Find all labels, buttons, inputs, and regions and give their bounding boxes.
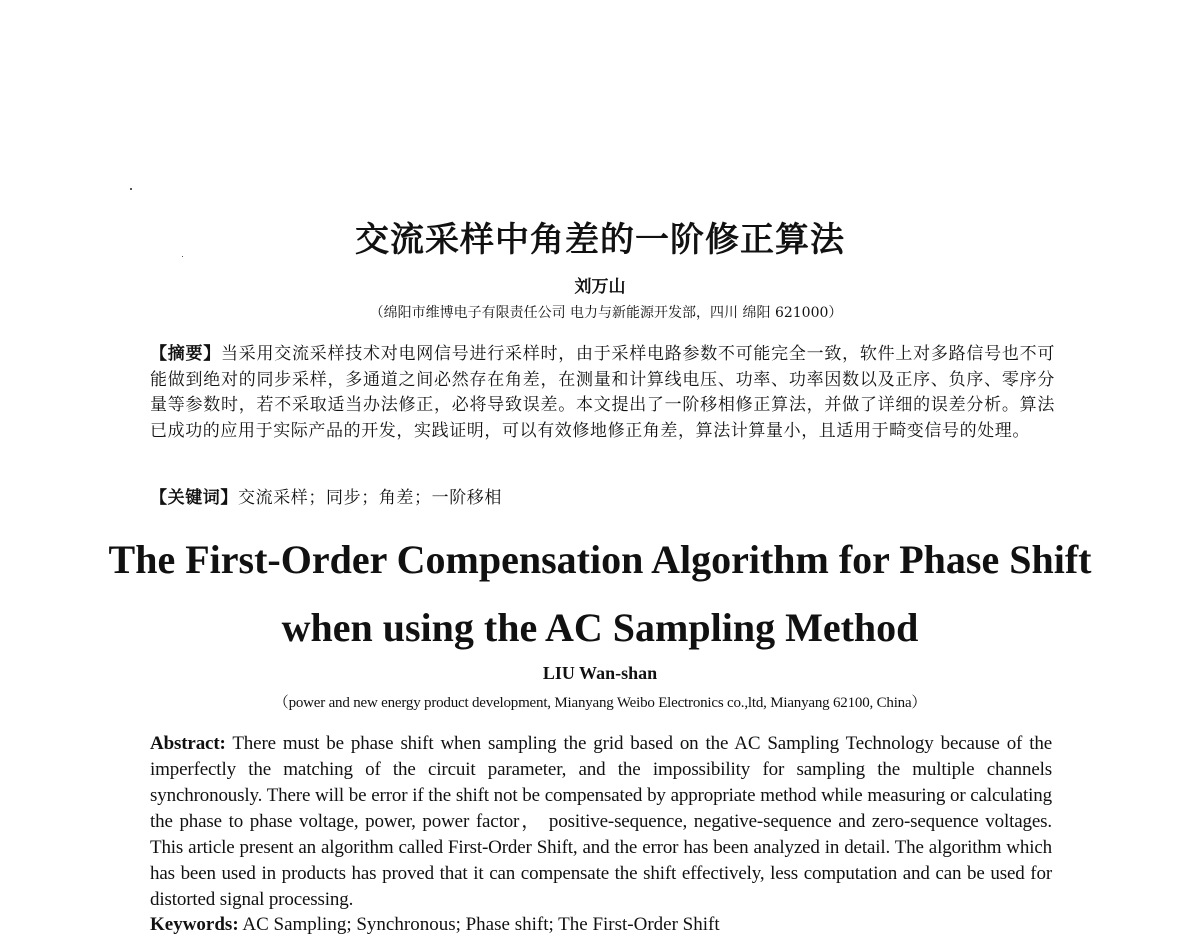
scan-speck [130, 188, 132, 190]
english-abstract-label: Abstract: [150, 733, 226, 754]
chinese-abstract [150, 342, 1055, 444]
chinese-keywords-label: 【关键词】 [150, 488, 238, 508]
chinese-keywords-text: 交流采样；同步；角差；一阶移相 [238, 488, 502, 508]
english-abstract [150, 731, 1052, 913]
english-title-line-1: The First-Order Compensation Algorithm for Phase Shift [108, 537, 1092, 582]
english-keywords-text: AC Sampling; Synchronous; Phase shift; The First-Order Shift [238, 914, 720, 935]
english-author: LIU Wan-shan [542, 663, 658, 683]
chinese-abstract-text: 当采用交流采样技术对电网信号进行采样时，由于采样电路参数不可能完全一致，软件上对多路信号也不可能做到绝对的同步采样，多通道之间必然存在角差，在测量和计算线电压、功率、功率因数以及正序、负序、零序分量等参数时，若不采取适当办法修正，必将导致误差。本文提出了一阶移相修正算法，并做了详细的误差分析。算法已成功的应用于实际产品的开发，实践证明，可以有效修地修正角差，算法计算量小，且适用于畸变信号的处理。 [150, 344, 1055, 441]
english-title-line-2: when using the AC Sampling Method [281, 605, 919, 650]
chinese-keywords [150, 483, 1055, 508]
chinese-author: 刘万山 [574, 277, 626, 297]
english-affiliation: （power and new energy product development, Mianyang Weibo Electronics co.,ltd, Mianyang 62100, China） [273, 695, 927, 711]
english-keywords-label: Keywords: [150, 914, 239, 935]
chinese-affiliation: （绵阳市维博电子有限责任公司 电力与新能源开发部，四川 绵阳 621000） [369, 305, 843, 321]
chinese-abstract-label: 【摘要】 [150, 344, 221, 364]
english-abstract-text: There must be phase shift when sampling the grid based on the AC Sampling Technology because of the imperfectly the matching of the circuit parameter, and the impossibility for sampling the multiple channels synchronously. There will be error if the shift not be compensated by appropriate method while measuring or calculating the phase to phase voltage, power, power factor， positive-sequence, negative-sequence and zero-sequence voltages. This article present an algorithm called First-Order Shift, and the error has been analyzed in detail. The algorithm which has been used in products has proved that it can compensate the shift effectively, less computation and can be used for distorted signal processing. [150, 733, 1052, 910]
chinese-title: 交流采样中角差的一阶修正算法 [355, 220, 845, 260]
english-keywords [150, 912, 1052, 938]
